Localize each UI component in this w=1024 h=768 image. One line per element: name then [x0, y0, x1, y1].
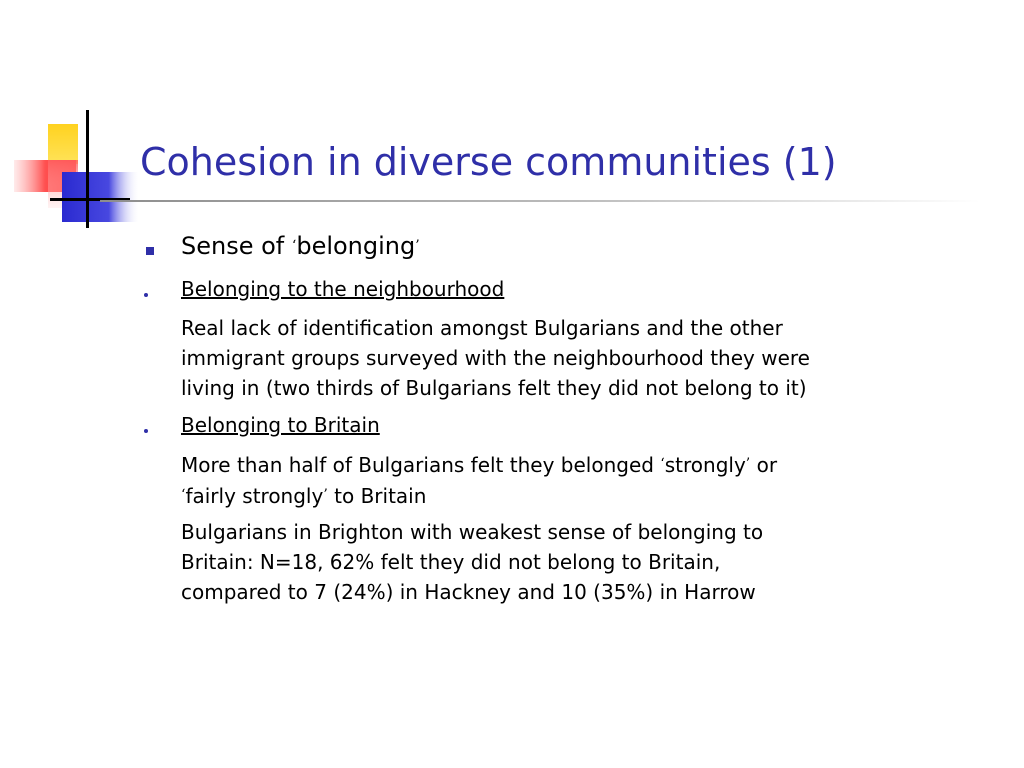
dot-bullet-icon [144, 293, 148, 297]
paragraph-line [181, 449, 777, 480]
sub-heading-neighbourhood: Belonging to the neighbourhood [181, 277, 505, 301]
paragraph-line [181, 480, 777, 511]
paragraph-brighton-stats [181, 517, 763, 607]
slide-title: Cohesion in diverse communities (1) [140, 140, 837, 184]
sub-heading-britain: Belonging to Britain [181, 413, 380, 437]
paragraph-line: compared to 7 (24%) in Hackney and 10 (35%) in Harrow [181, 580, 756, 604]
paragraph-line: living in (two thirds of Bulgarians felt they did not belong to it) [181, 376, 807, 400]
close-quote: ’ [745, 456, 751, 472]
paragraph-line: Britain: N=18, 62% felt they did not belong to Britain, [181, 550, 721, 574]
paragraph-neighbourhood [181, 313, 810, 403]
main-bullet-text [181, 232, 420, 260]
text-fragment: to Britain [327, 484, 427, 508]
paragraph-line: Bulgarians in Brighton with weakest sense of belonging to [181, 520, 764, 544]
text-fragment: strongly [664, 453, 746, 477]
paragraph-britain-strongly [181, 449, 777, 511]
close-quote: ’ [415, 238, 420, 254]
square-bullet-icon [146, 247, 154, 255]
paragraph-line: Real lack of identification amongst Bulgarians and the other [181, 316, 783, 340]
open-quote: ‘ [660, 456, 665, 472]
close-quote: ’ [323, 487, 328, 503]
text-fragment: More than half of Bulgarians felt they belonged [181, 453, 661, 477]
text-fragment: fairly strongly [185, 484, 324, 508]
open-quote: ‘ [291, 238, 297, 254]
main-bullet-prefix: Sense of [181, 232, 292, 260]
paragraph-line: immigrant groups surveyed with the neighbourhood they were [181, 346, 810, 370]
open-quote: ‘ [181, 487, 186, 503]
dot-bullet-icon [144, 429, 148, 433]
text-fragment: or [750, 453, 778, 477]
main-bullet-word: belonging [296, 232, 416, 260]
